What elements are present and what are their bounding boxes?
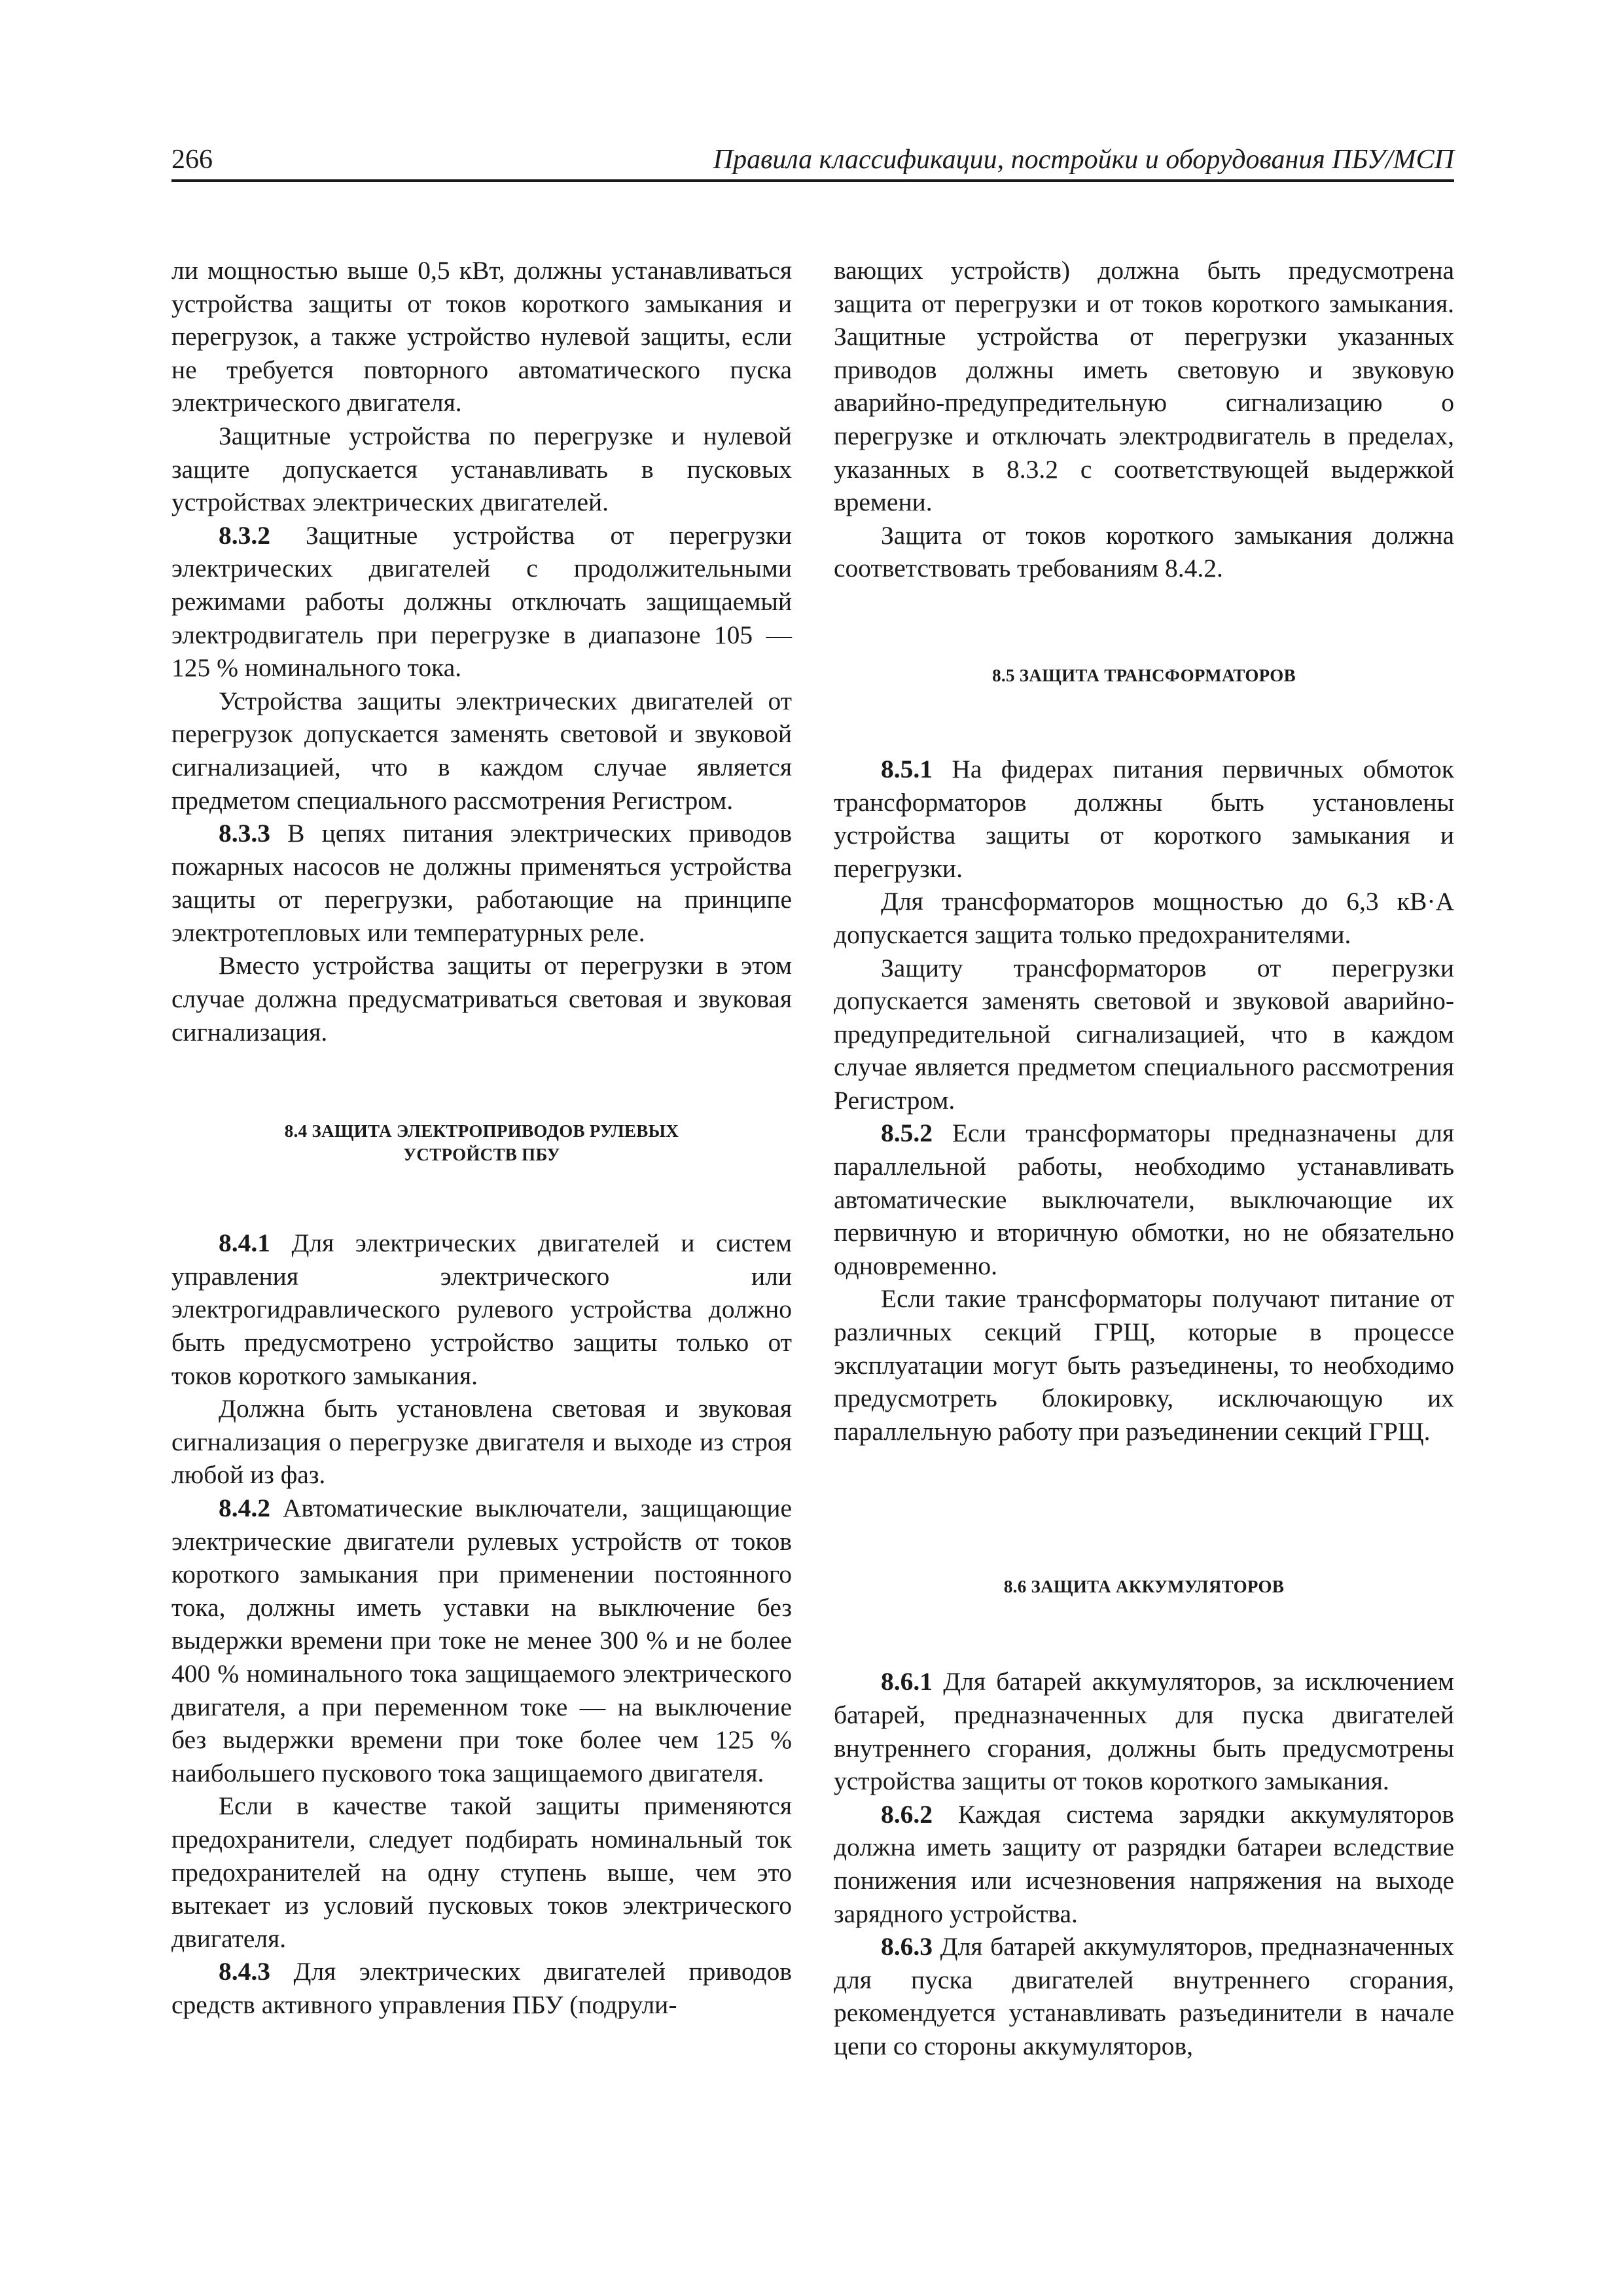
clause-8-6-1: 8.6.1 Для батарей аккумуляторов, за исключением батарей, предназначенных для пуска двигателей внутреннего сгорания, должны быть предусмотрены устройства защиты от токов короткого замыкания.	[834, 1667, 1454, 1796]
clause-number: 8.4.2	[219, 1494, 270, 1522]
section-heading-8-4: 8.4 ЗАЩИТА ЭЛЕКТРОПРИВОДОВ РУЛЕВЫХ УСТРОЙСТВ ПБУ	[284, 1121, 679, 1165]
spacer	[834, 1598, 1454, 1665]
clause-number: 8.3.3	[219, 819, 270, 848]
clause-number: 8.6.2	[881, 1799, 933, 1829]
clause-8-4-3: 8.4.3 Для электрических двигателей приводов средств активного управления ПБУ (подрули-	[171, 1957, 792, 2019]
clause-number: 8.4.3	[219, 1957, 270, 1986]
paragraph: Устройства защиты электрических двигателей от перегрузок допускается заменять световой и звуковой сигнализацией, что в каждом случае является предметом специального рассмотрения Регистром.	[171, 686, 792, 815]
section-heading-8-5: 8.5 ЗАЩИТА ТРАНСФОРМАТОРОВ	[992, 665, 1296, 685]
left-column	[171, 254, 792, 2022]
page-number: 266	[171, 145, 213, 175]
paragraph: ли мощностью выше 0,5 кВт, должны устанавливаться устройства защиты от токов короткого замыкания и перегрузок, а также устройство нулевой защиты, если не требуется повторного автоматического пуска электрического двигателя.	[171, 256, 792, 418]
spacer	[834, 687, 1454, 753]
paragraph: Если такие трансформаторы получают питание от различных секций ГРЩ, которые в процессе эксплуатации могут быть разъединены, то необходимо предусмотреть блокировку, исключающую их параллельную работу при разъединении секций ГРЩ.	[834, 1284, 1454, 1446]
clause-8-6-2: 8.6.2 Каждая система зарядки аккумуляторов должна иметь защиту от разрядки батареи вследствие понижения или исчезновения напряжения на выходе зарядного устройства.	[834, 1799, 1454, 1928]
clause-number: 8.4.1	[219, 1229, 270, 1258]
clause-number: 8.6.3	[881, 1932, 933, 1962]
paragraph: Защитные устройства по перегрузке и нулевой защите допускается устанавливать в пусковых устройствах электрических двигателей.	[171, 421, 792, 517]
page-header	[171, 143, 1454, 182]
clause-number: 8.5.2	[881, 1119, 933, 1148]
spacer	[834, 1448, 1454, 1575]
paragraph: Вместо устройства защиты от перегрузки в этом случае должна предусматриваться световая и звуковая сигнализация.	[171, 951, 792, 1047]
spacer	[834, 585, 1454, 664]
clause-8-3-2: 8.3.2 Защитные устройства от перегрузки электрических двигателей с продолжительными режимами работы должны отключать защищаемый электродвигатель при перегрузке в диапазоне 105 — 125 % номинального тока.	[171, 520, 792, 683]
clause-8-6-3: 8.6.3 Для батарей аккумуляторов, предназначенных для пуска двигателей внутреннего сгорания, рекомендуется устанавливать разъединители в начале цепи со стороны аккумуляторов,	[834, 1932, 1454, 2060]
clause-number: 8.6.1	[881, 1667, 933, 1696]
paragraph: Защиту трансформаторов от перегрузки допускается заменять световой и звуковой аварийно-предупредительной сигнализацией, что в каждом случае является предметом специального рассмотрения Регистром.	[834, 953, 1454, 1115]
paragraph: Для трансформаторов мощностью до 6,3 кВ·А допускается защита только предохранителями.	[834, 887, 1454, 949]
paragraph: Защита от токов короткого замыкания должна соответствовать требованиям 8.4.2.	[834, 520, 1454, 583]
right-column	[834, 254, 1454, 2063]
clause-8-4-1: 8.4.1 Для электрических двигателей и систем управления электрического или электрогидравлического рулевого устройства должно быть предусмотрено устройство защиты только от токов короткого замыкания.	[171, 1229, 792, 1390]
clause-8-3-3: 8.3.3 В цепях питания электрических приводов пожарных насосов не должны применяться устройства защиты от перегрузки, работающие на принципе электротепловых или температурных реле.	[171, 819, 792, 947]
clause-8-5-2: 8.5.2 Если трансформаторы предназначены для параллельной работы, необходимо устанавливать автоматические выключатели, выключающие их первичную и вторичную обмотки, но не обязательно одновременно.	[834, 1119, 1454, 1280]
clause-8-4-2: 8.4.2 Автоматические выключатели, защищающие электрические двигатели рулевых устройств от токов короткого замыкания при применении постоянного тока, должны иметь уставки на выключение без выдержки времени при токе не менее 300 % и не более 400 % номинального тока защищаемого электрического двигателя, а при переменном токе — на выключение без выдержки времени при токе более чем 125 % наибольшего пускового тока защищаемого двигателя.	[171, 1494, 792, 1787]
clause-number: 8.3.2	[219, 520, 270, 550]
clause-8-5-1: 8.5.1 На фидерах питания первичных обмоток трансформаторов должны быть установлены устройства защиты от короткого замыкания и перегрузки.	[834, 754, 1454, 883]
section-heading-8-6: 8.6 ЗАЩИТА АККУМУЛЯТОРОВ	[1003, 1577, 1285, 1597]
paragraph: Должна быть установлена световая и звуковая сигнализация о перегрузке двигателя и выходе из строя любой из фаз.	[171, 1394, 792, 1490]
running-title: Правила классификации, постройки и оборудования ПБУ/МСП	[713, 145, 1454, 175]
paragraph: Если в качестве такой защиты применяются предохранители, следует подбирать номинальный ток предохранителей на одну ступень выше, чем это вытекает из условий пусковых токов электрического двигателя.	[171, 1791, 792, 1953]
spacer	[171, 1166, 792, 1227]
paragraph: вающих устройств) должна быть предусмотрена защита от перегрузки и от токов короткого замыкания. Защитные устройства от перегрузки указанных приводов должны иметь световую и звуковую аварийно-предупредительную сигнализацию о перегрузке и отключать электродвигатель в пределах, указанных в 8.3.2 с соответствующей выдержкой времени.	[834, 256, 1454, 517]
clause-number: 8.5.1	[881, 754, 933, 783]
spacer	[171, 1049, 792, 1119]
